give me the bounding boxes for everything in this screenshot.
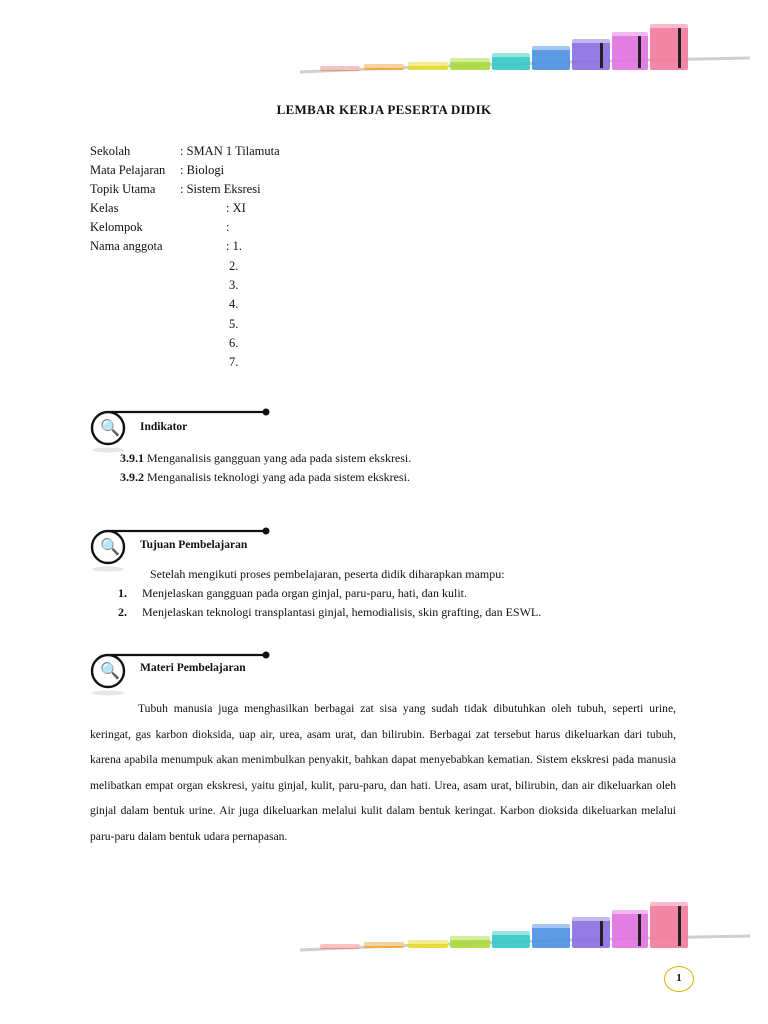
section-heading-tujuan: Tujuan Pembelajaran (140, 539, 248, 551)
bottom-decoration (0, 878, 768, 958)
indikator-code: 3.9.1 (120, 451, 144, 465)
member-number: 4. (229, 297, 239, 312)
decor-step (612, 32, 648, 70)
identity-value: : (226, 220, 230, 234)
page-number: 1 (664, 966, 694, 992)
tujuan-item (118, 586, 467, 601)
section-heading-indikator: Indikator (140, 421, 188, 433)
magnifier-icon: 🔍 (100, 420, 120, 437)
decor-step (650, 24, 688, 70)
identity-value: : SMAN 1 Tilamuta (180, 144, 280, 158)
identity-value: : XI (226, 201, 246, 215)
identity-value: : 1. (226, 239, 242, 253)
indikator-text: Menganalisis teknologi yang ada pada sistem ekskresi. (144, 470, 410, 484)
member-number: 6. (229, 335, 239, 350)
identity-label: Kelas (90, 201, 119, 215)
magnifier-icon: 🔍 (100, 539, 120, 556)
page-title: LEMBAR KERJA PESERTA DIDIK (276, 102, 492, 117)
identity-label: Mata Pelajaran (90, 163, 166, 177)
decor-step (572, 39, 610, 70)
member-number: 7. (229, 355, 239, 369)
identity-label: Kelompok (90, 220, 143, 234)
identity-label: Topik Utama (90, 182, 156, 196)
identity-value: : Sistem Eksresi (180, 182, 261, 196)
tujuan-text: Menjelaskan gangguan pada organ ginjal, paru-paru, hati, dan kulit. (142, 586, 468, 600)
member-number: 5. (229, 316, 239, 331)
materi-paragraph: Tubuh manusia juga menghasilkan berbagai zat sisa yang sudah tidak dibutuhkan oleh tubuh, seperti urine, keringat, gas karbon dioksida, uap air, urea, asam urat, dan bilirubin. Berbagai zat tersebut harus dikeluarkan dari tubuh, karena apabila menumpuk akan menimbulkan penyakit, bahkan dapat menyebabkan kematian. Sistem ekskresi pada manusia melibatkan empat organ ekskresi, yaitu ginjal, kulit, paru-paru, dan hati. Urea, asam urat, bilirubin, dan air dikeluarkan oleh ginjal dalam bentuk urine. Air juga dikeluarkan melalui kulit dalam bentuk keringat. Karbon dioksida dikeluarkan melalui paru-paru dalam bentuk udara pernapasan. (90, 702, 676, 843)
tujuan-intro: Setelah mengikuti proses pembelajaran, peserta didik diharapkan mampu: (150, 567, 505, 581)
indikator-item (120, 470, 410, 485)
decor-step (612, 910, 648, 948)
tujuan-number: 1. (118, 586, 127, 600)
member-number: 2. (229, 259, 239, 273)
tujuan-number: 2. (118, 605, 127, 619)
indikator-item (120, 451, 411, 466)
decor-step (650, 902, 688, 948)
tujuan-item (118, 605, 541, 620)
member-number: 3. (229, 278, 239, 293)
section-heading-materi: Materi Pembelajaran (140, 662, 246, 674)
decor-step (572, 917, 610, 948)
tujuan-text: Menjelaskan teknologi transplantasi ginjal, hemodialisis, skin grafting, dan ESWL. (142, 605, 542, 619)
indikator-text: Menganalisis gangguan yang ada pada sistem ekskresi. (144, 451, 412, 465)
identity-value: : Biologi (180, 163, 225, 177)
indikator-code: 3.9.2 (120, 470, 144, 484)
identity-label: Nama anggota (90, 239, 163, 253)
magnifier-icon: 🔍 (100, 663, 120, 680)
top-decoration (0, 0, 768, 80)
identity-label: Sekolah (90, 144, 131, 158)
